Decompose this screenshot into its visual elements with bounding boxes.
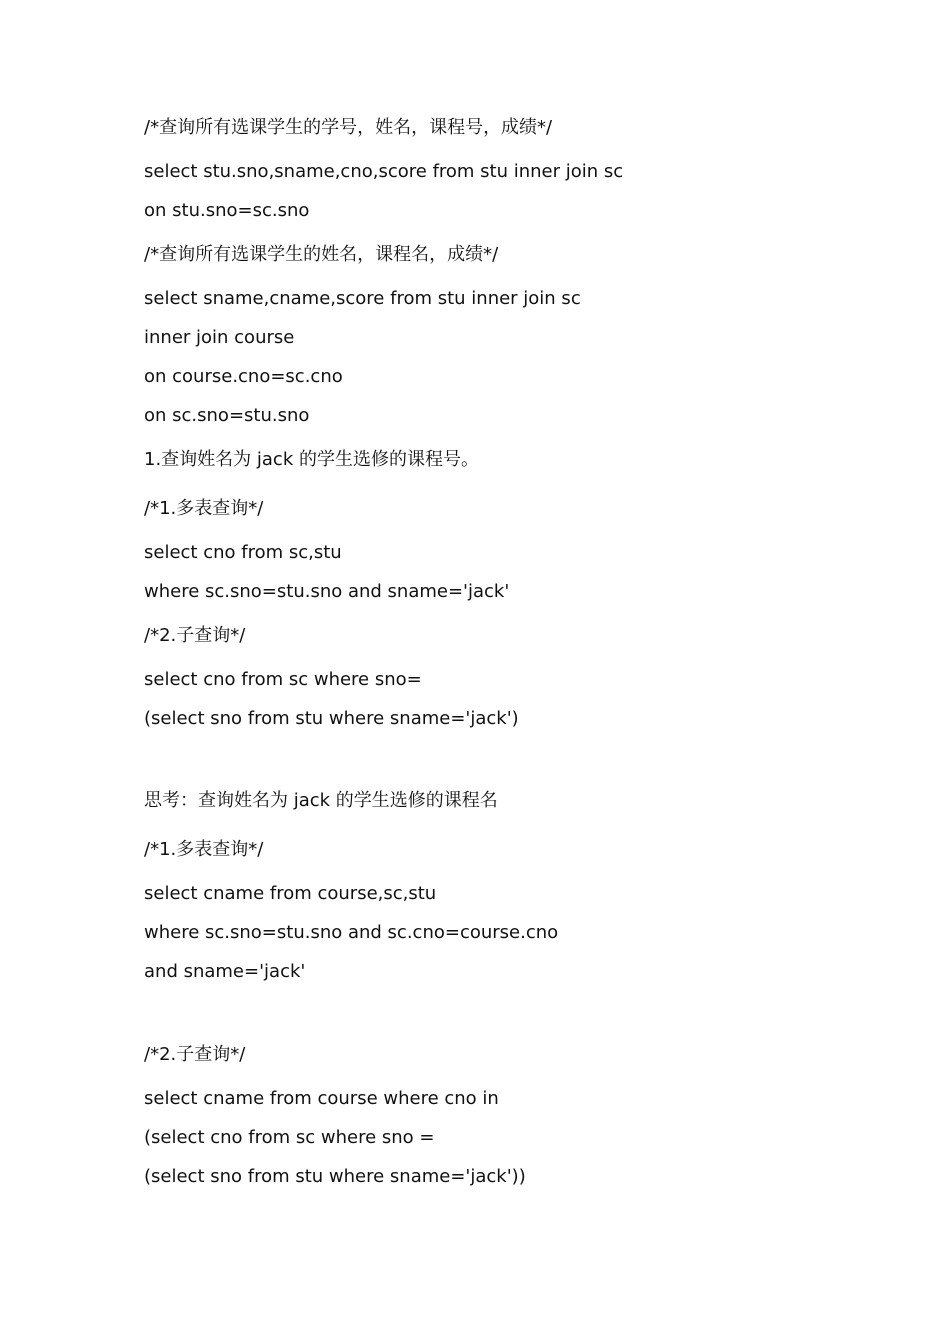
code-line: inner join course — [144, 327, 295, 348]
code-line: where sc.sno=stu.sno and sc.cno=course.cno — [144, 922, 559, 943]
code-line: select cno from sc where sno= — [144, 669, 422, 690]
question-line: 1.查询姓名为 jack 的学生选修的课程号。 — [144, 449, 479, 470]
code-line: on course.cno=sc.cno — [144, 366, 343, 387]
comment-line: /*1.多表查询*/ — [144, 839, 264, 860]
code-line: (select cno from sc where sno = — [144, 1127, 435, 1148]
comment-line: /*1.多表查询*/ — [144, 498, 264, 519]
code-line: select cname from course where cno in — [144, 1088, 499, 1109]
code-line: on sc.sno=stu.sno — [144, 405, 310, 426]
code-line: select cno from sc,stu — [144, 542, 342, 563]
code-line: select cname from course,sc,stu — [144, 883, 437, 904]
comment-line: /*2.子查询*/ — [144, 625, 246, 646]
comment-line: /*查询所有选课学生的姓名，课程名，成绩*/ — [144, 244, 499, 265]
comment-line: /*2.子查询*/ — [144, 1044, 246, 1065]
code-line: select sname,cname,score from stu inner join sc — [144, 288, 581, 309]
code-line: on stu.sno=sc.sno — [144, 200, 310, 221]
code-line: where sc.sno=stu.sno and sname='jack' — [144, 581, 510, 602]
question-line: 思考：查询姓名为 jack 的学生选修的课程名 — [144, 790, 498, 811]
code-line: and sname='jack' — [144, 961, 306, 982]
code-line: (select sno from stu where sname='jack')) — [144, 1166, 526, 1187]
code-line: select stu.sno,sname,cno,score from stu inner join sc — [144, 161, 624, 182]
code-line: (select sno from stu where sname='jack') — [144, 708, 519, 729]
comment-line: /*查询所有选课学生的学号，姓名，课程号，成绩*/ — [144, 117, 553, 138]
